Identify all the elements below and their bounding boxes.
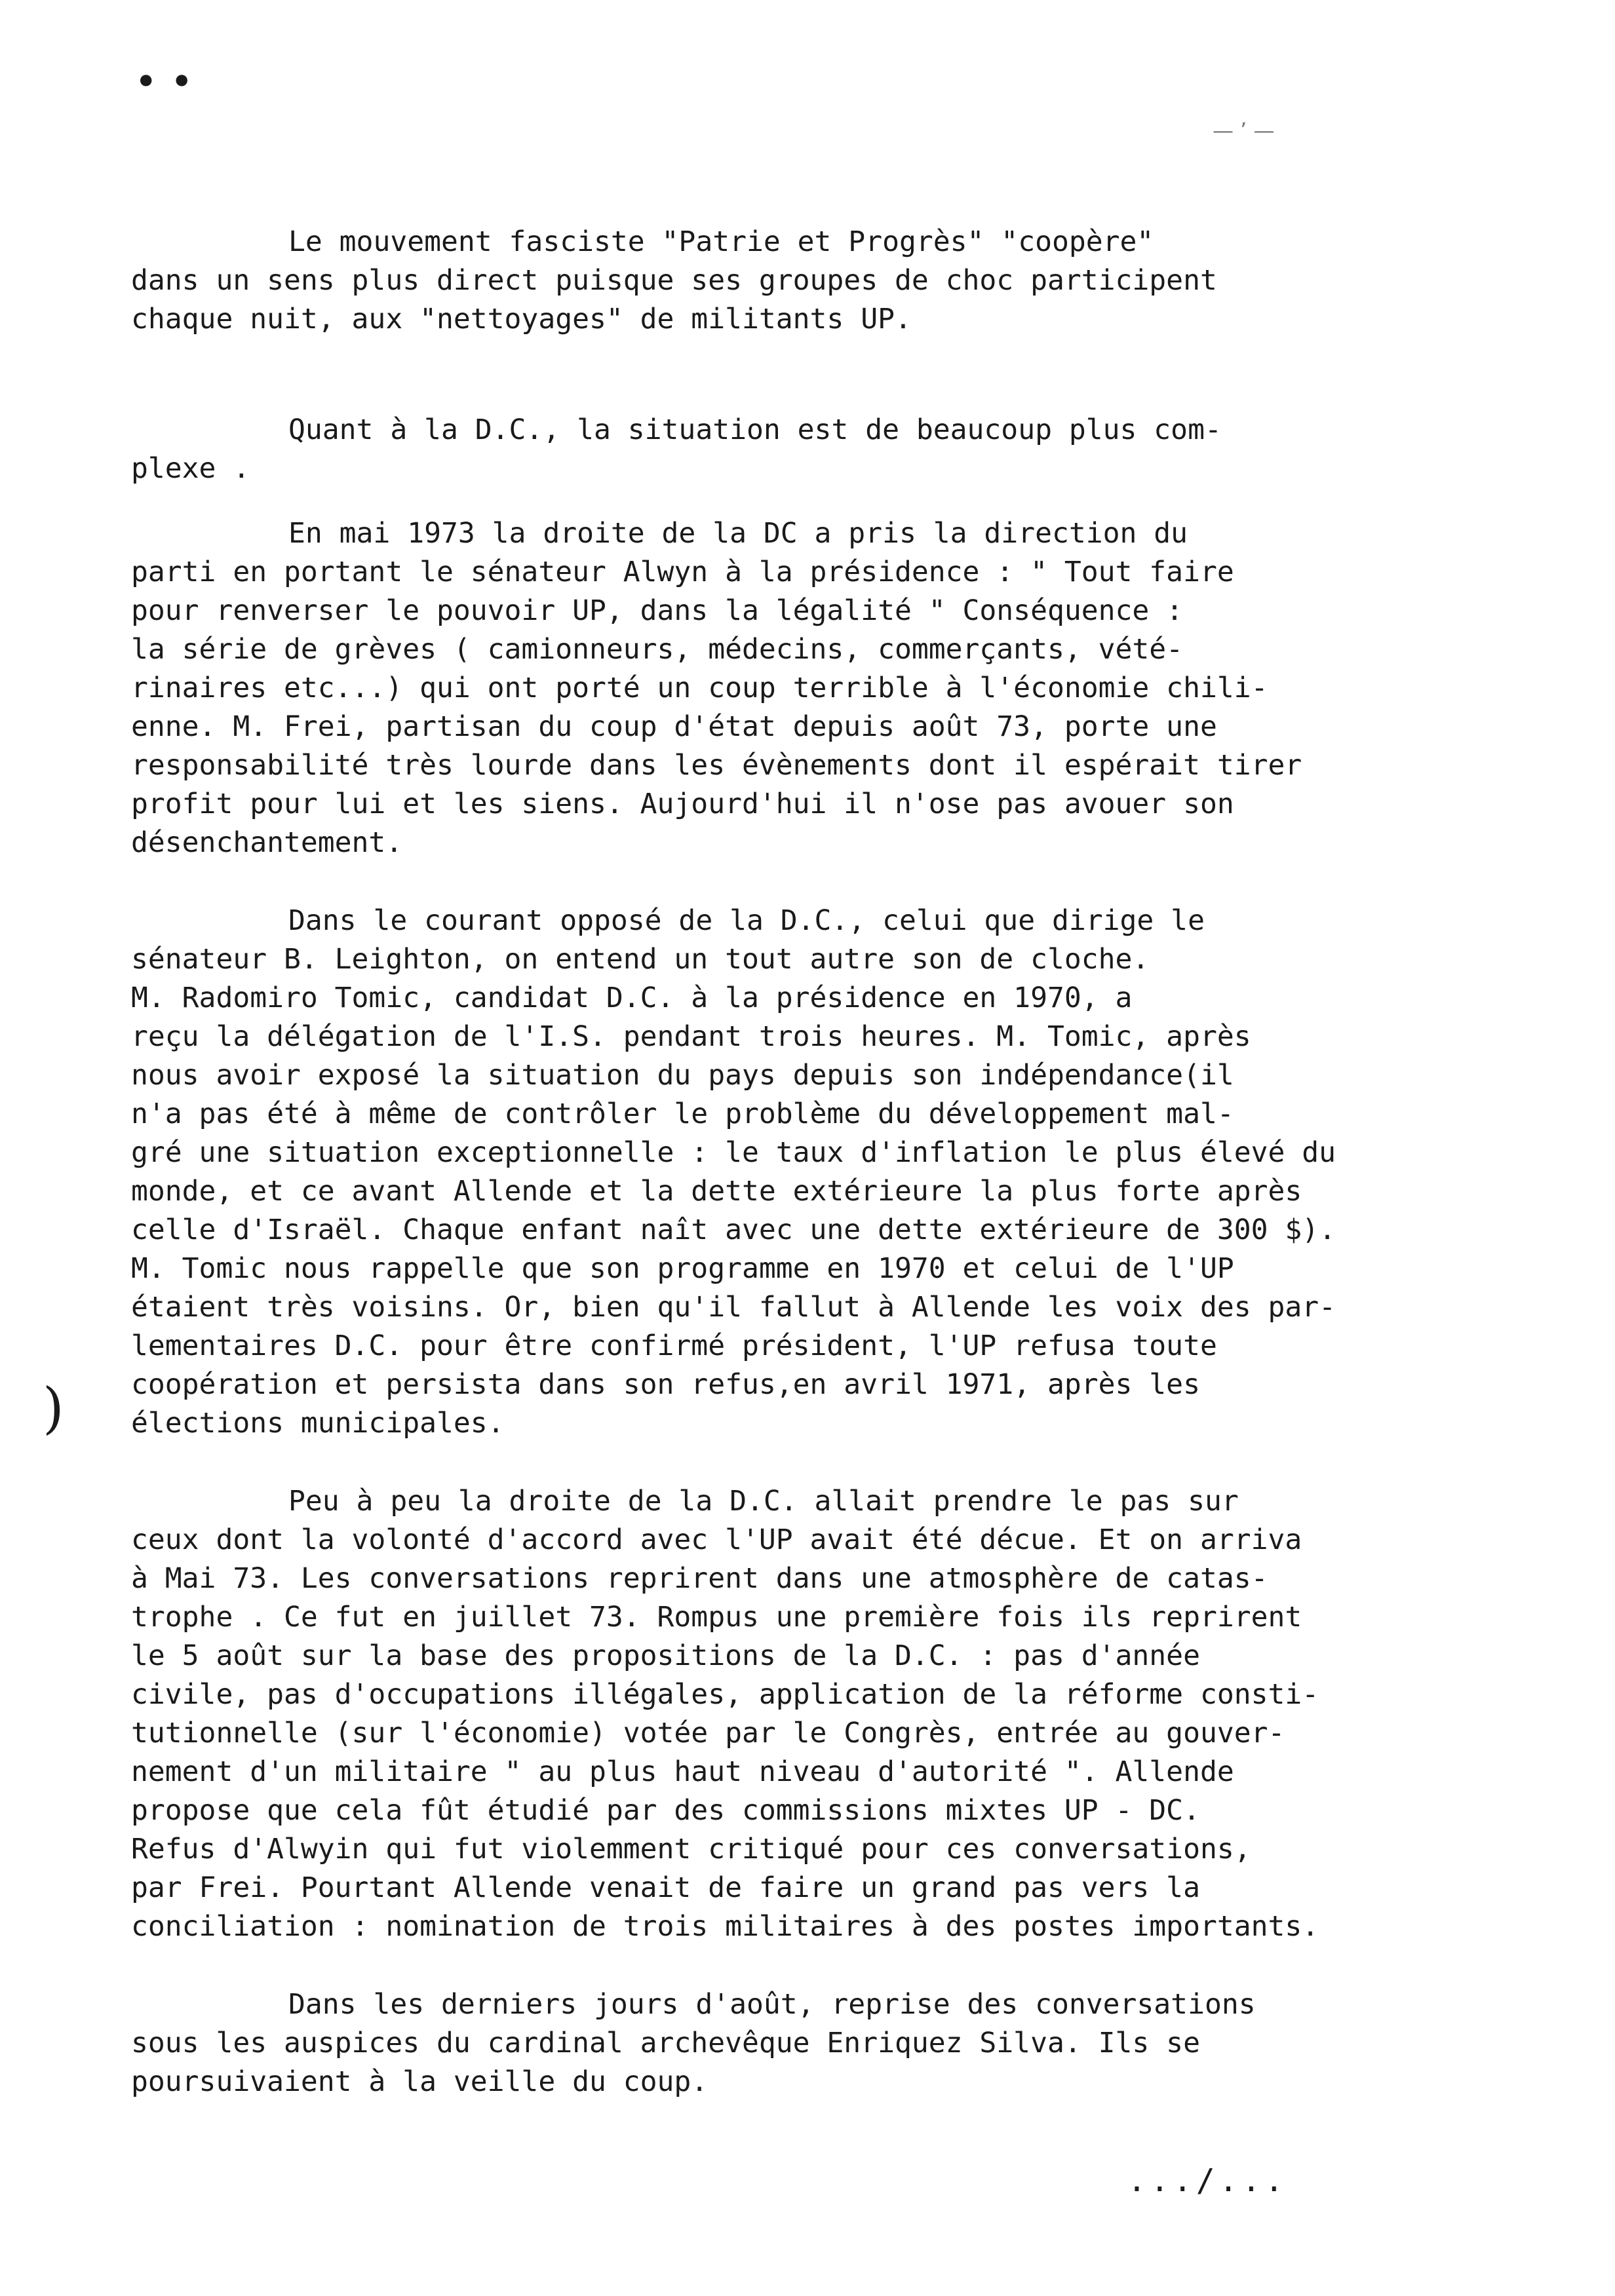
paragraph-derniers-jours: [131, 1985, 1462, 2101]
text-line: gré une situation exceptionnelle : le taux d'inflation le plus élevé du: [131, 1136, 1336, 1169]
text-line: ceux dont la volonté d'accord avec l'UP avait été décue. Et on arriva: [131, 1523, 1302, 1556]
paragraph-peu-a-peu: [131, 1482, 1462, 1946]
text-line: dans un sens plus direct puisque ses groupes de choc participent: [131, 264, 1217, 297]
text-line: tutionnelle (sur l'économie) votée par le Congrès, entrée au gouver-: [131, 1717, 1285, 1750]
text-line: nous avoir exposé la situation du pays depuis son indépendance(il: [131, 1059, 1234, 1092]
text-line: rinaires etc...) qui ont porté un coup terrible à l'économie chili-: [131, 672, 1268, 704]
text-line: monde, et ce avant Allende et la dette extérieure la plus forte après: [131, 1175, 1302, 1208]
text-line: reçu la délégation de l'I.S. pendant trois heures. M. Tomic, après: [131, 1020, 1251, 1053]
text-line: la série de grèves ( camionneurs, médecins, commerçants, vété-: [131, 633, 1184, 666]
text-line: désenchantement.: [131, 826, 403, 859]
header-dashes: — ’ —: [1213, 118, 1275, 143]
text-line: trophe . Ce fut en juillet 73. Rompus une première fois ils reprirent: [131, 1601, 1302, 1634]
text-line: à Mai 73. Les conversations reprirent dans une atmosphère de catas-: [131, 1562, 1268, 1595]
text-line: Le mouvement fasciste "Patrie et Progrès" "coopère": [288, 225, 1154, 258]
paragraph-mai-1973: [131, 514, 1462, 862]
document-body: [131, 223, 1462, 2101]
text-line: responsabilité très lourde dans les évènements dont il espérait tirer: [131, 749, 1302, 782]
continuation-mark: .../...: [1127, 2162, 1288, 2199]
text-line: conciliation : nomination de trois militaires à des postes importants.: [131, 1910, 1319, 1943]
text-line: élections municipales.: [131, 1407, 505, 1440]
text-line: profit pour lui et les siens. Aujourd'hui il n'ose pas avouer son: [131, 788, 1234, 820]
margin-bracket-mark: ): [43, 1376, 64, 1440]
text-line: chaque nuit, aux "nettoyages" de militants UP.: [131, 303, 912, 335]
text-line: Refus d'Alwyin qui fut violemment critiqué pour ces conversations,: [131, 1833, 1251, 1866]
text-line: n'a pas été à même de contrôler le problème du développement mal-: [131, 1098, 1234, 1130]
text-line: plexe .: [131, 452, 250, 485]
text-line: poursuivaient à la veille du coup.: [131, 2065, 709, 2098]
text-line: M. Radomiro Tomic, candidat D.C. à la présidence en 1970, a: [131, 982, 1133, 1014]
text-line: sénateur B. Leighton, on entend un tout autre son de cloche.: [131, 943, 1150, 976]
text-line: parti en portant le sénateur Alwyn à la présidence : " Tout faire: [131, 556, 1234, 588]
text-line: le 5 août sur la base des propositions de la D.C. : pas d'année: [131, 1639, 1200, 1672]
paragraph-patrie-et-progres: [131, 223, 1462, 339]
text-line: propose que cela fût étudié par des commissions mixtes UP - DC.: [131, 1794, 1200, 1827]
paragraph-courant-oppose: [131, 902, 1462, 1443]
text-line: pour renverser le pouvoir UP, dans la légalité " Conséquence :: [131, 594, 1184, 627]
text-line: civile, pas d'occupations illégales, application de la réforme consti-: [131, 1678, 1319, 1711]
text-line: coopération et persista dans son refus,en avril 1971, après les: [131, 1368, 1200, 1401]
text-line: sous les auspices du cardinal archevêque Enriquez Silva. Ils se: [131, 2027, 1200, 2059]
text-line: Dans le courant opposé de la D.C., celui que dirige le: [288, 904, 1205, 937]
text-line: lementaires D.C. pour être confirmé président, l'UP refusa toute: [131, 1330, 1217, 1362]
text-line: celle d'Israël. Chaque enfant naît avec une dette extérieure de 300 $).: [131, 1214, 1336, 1246]
text-line: M. Tomic nous rappelle que son programme en 1970 et celui de l'UP: [131, 1252, 1234, 1285]
text-line: Quant à la D.C., la situation est de beaucoup plus com-: [288, 413, 1222, 446]
text-line: En mai 1973 la droite de la DC a pris la direction du: [288, 517, 1188, 550]
text-line: Peu à peu la droite de la D.C. allait prendre le pas sur: [288, 1485, 1239, 1518]
text-line: nement d'un militaire " au plus haut niveau d'autorité ". Allende: [131, 1755, 1234, 1788]
text-line: par Frei. Pourtant Allende venait de faire un grand pas vers la: [131, 1871, 1200, 1904]
text-line: enne. M. Frei, partisan du coup d'état depuis août 73, porte une: [131, 710, 1217, 743]
text-line: Dans les derniers jours d'août, reprise des conversations: [288, 1988, 1256, 2021]
paragraph-quant-a-la-dc: [131, 411, 1462, 488]
text-line: étaient très voisins. Or, bien qu'il fallut à Allende les voix des par-: [131, 1291, 1336, 1324]
header-bullets: • •: [134, 59, 193, 105]
